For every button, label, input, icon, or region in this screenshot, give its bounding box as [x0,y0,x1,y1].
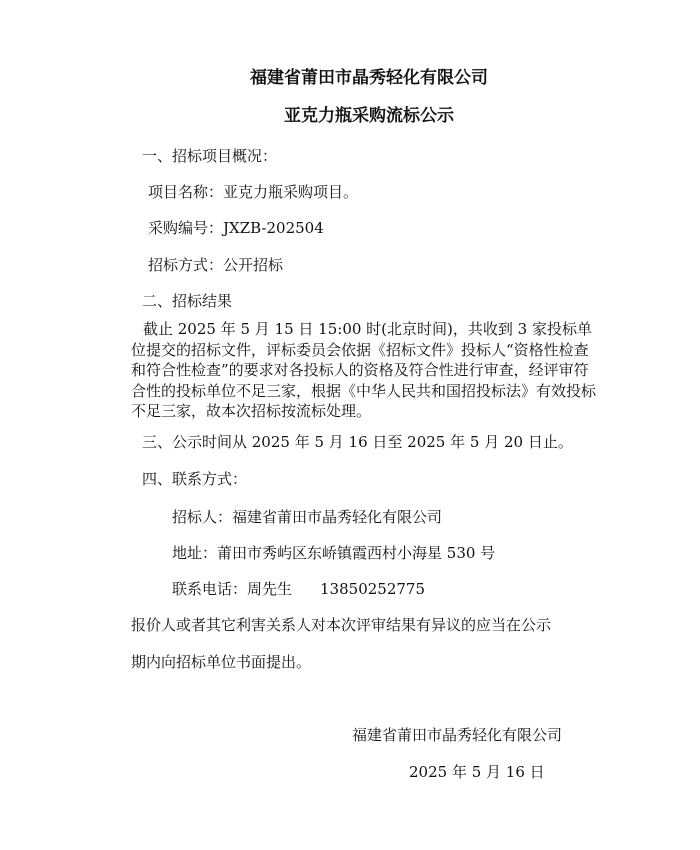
phone-number: 13850252775 [320,580,425,598]
address-line: 地址：莆田市秀屿区东峤镇霞西村小海星 530 号 [172,544,496,562]
section1-heading: 一、招标项目概况： [142,147,278,165]
purchase-number: 采购编号：JXZB-202504 [148,219,324,237]
tender-method: 招标方式：公开招标 [148,256,284,274]
signature-company: 福建省莆田市晶秀轻化有限公司 [352,726,563,744]
section3-text: 三、公示时间从 2025 年 5 月 16 日至 2025 年 5 月 20 日止。 [142,433,573,451]
objection-line-2: 期内向招标单位书面提出。 [131,653,312,671]
section2-body: 截止 2025 年 5 月 15 日 15:00 时(北京时间)，共收到 3 家投标单位提交的招标文件，评标委员会依据《招标文件》投标人“资格性检查和符合性检查”的要求对各投标人的资格及符合性进行审查，经评审符合性的投标单位不足三家，根据《中华人民共和国招投标法》有效投标不足三家，故本次招标按流标处理。 [131,320,597,420]
section4-heading: 四、联系方式： [142,470,248,488]
project-name: 项目名称：亚克力瓶采购项目。 [148,183,359,201]
document-subtitle: 亚克力瓶采购流标公示 [284,106,454,126]
phone-line [172,579,425,599]
tenderer-line: 招标人：福建省莆田市晶秀轻化有限公司 [172,508,443,526]
section2-heading: 二、招标结果 [142,292,233,310]
signature-date: 2025 年 5 月 16 日 [409,763,545,781]
phone-label: 联系电话：周先生 [172,580,293,598]
document-title: 福建省莆田市晶秀轻化有限公司 [250,68,488,88]
objection-line-1: 报价人或者其它利害关系人对本次评审结果有异议的应当在公示 [131,616,552,634]
